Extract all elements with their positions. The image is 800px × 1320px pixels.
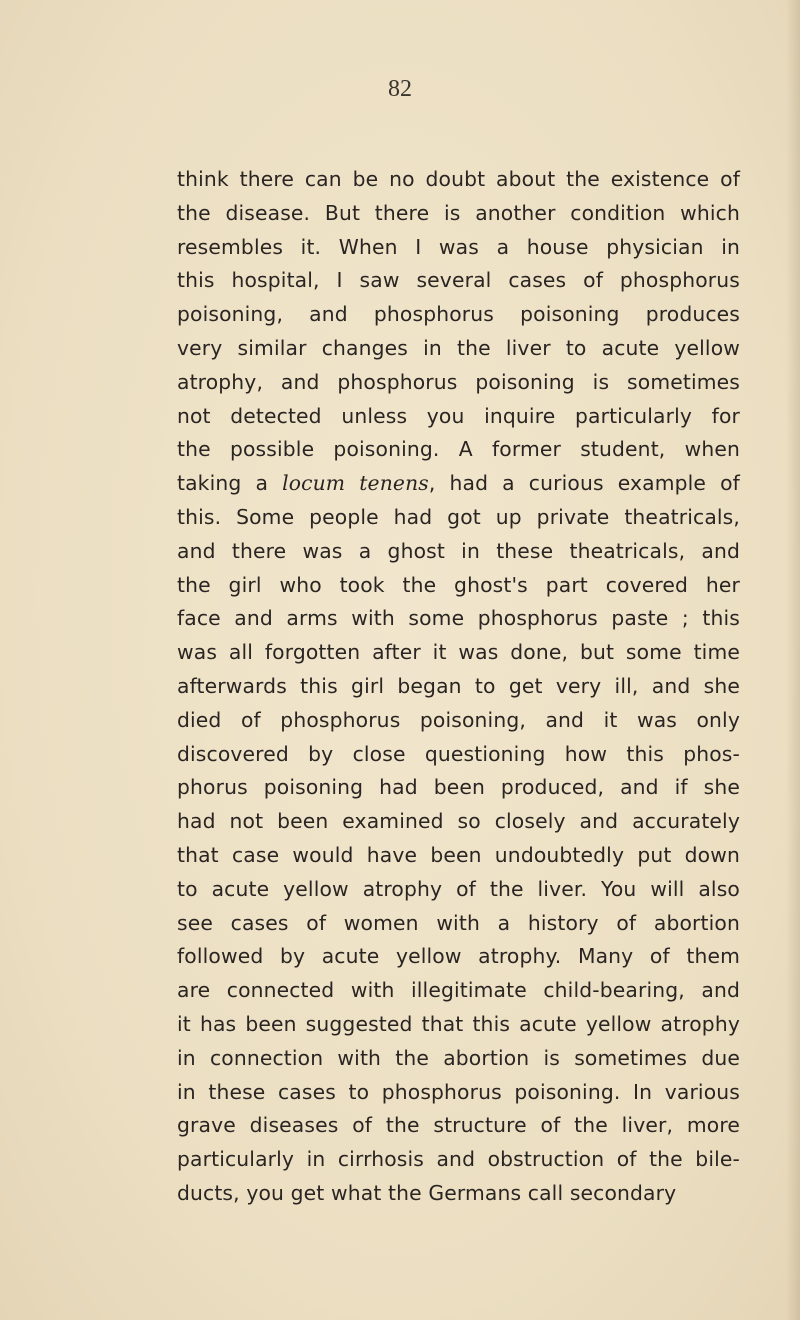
- text-line: resembles it. When I was a house physician in: [177, 234, 740, 259]
- text-line: think there can be no doubt about the existence of: [177, 167, 740, 191]
- text-line: in connection with the abortion is sometimes due: [177, 1045, 740, 1070]
- text-line: it has been suggested that this acute yellow atrophy: [177, 1011, 740, 1036]
- text-line: not detected unless you inquire particularly for: [177, 403, 740, 428]
- text-line: [177, 467, 740, 501]
- text-line: in these cases to phosphorus poisoning. In various: [177, 1079, 740, 1104]
- text-line-end: , had a curious example of: [428, 471, 740, 496]
- text-line: the possible poisoning. A former student, when: [177, 437, 740, 462]
- text-line: this hospital, I saw several cases of phosphorus: [177, 268, 740, 293]
- text-line: ducts, you get what the Germans call secondary: [177, 1180, 677, 1205]
- text-line: see cases of women with a history of abortion: [177, 910, 740, 935]
- body-paragraph: [177, 163, 740, 1211]
- page-edge-shadow: [786, 0, 800, 1320]
- text-line: are connected with illegitimate child-bearing, and: [177, 978, 740, 1003]
- text-line: poisoning, and phosphorus poisoning produces: [177, 302, 740, 327]
- text-line: was all forgotten after it was done, but some time: [177, 640, 740, 665]
- text-line: discovered by close questioning how this phos-: [177, 741, 740, 766]
- text-line: face and arms with some phosphorus paste ; this: [177, 606, 740, 631]
- text-line: the disease. But there is another condition which: [177, 200, 740, 225]
- text-line: to acute yellow atrophy of the liver. You will also: [177, 876, 740, 901]
- page-number: 82: [388, 76, 412, 102]
- text-line: afterwards this girl began to get very ill, and she: [177, 673, 740, 698]
- text-line: had not been examined so closely and accurately: [177, 809, 740, 834]
- italic-phrase: locum tenens: [282, 471, 429, 496]
- text-line: atrophy, and phosphorus poisoning is sometimes: [177, 369, 740, 394]
- text-line: grave diseases of the structure of the liver, more: [177, 1113, 740, 1138]
- text-line: phorus poisoning had been produced, and if she: [177, 775, 740, 800]
- text-line: this. Some people had got up private theatricals,: [177, 504, 740, 529]
- text-line: very similar changes in the liver to acute yellow: [177, 335, 740, 360]
- text-line: died of phosphorus poisoning, and it was only: [177, 707, 740, 732]
- text-line: and there was a ghost in these theatricals, and: [177, 538, 740, 563]
- text-line: followed by acute yellow atrophy. Many of them: [177, 944, 740, 969]
- text-line: the girl who took the ghost's part covered her: [177, 572, 740, 597]
- text-line: particularly in cirrhosis and obstruction of the bile-: [177, 1147, 740, 1172]
- text-line: that case would have been undoubtedly put down: [177, 842, 740, 867]
- text-line-start: taking a: [177, 471, 283, 496]
